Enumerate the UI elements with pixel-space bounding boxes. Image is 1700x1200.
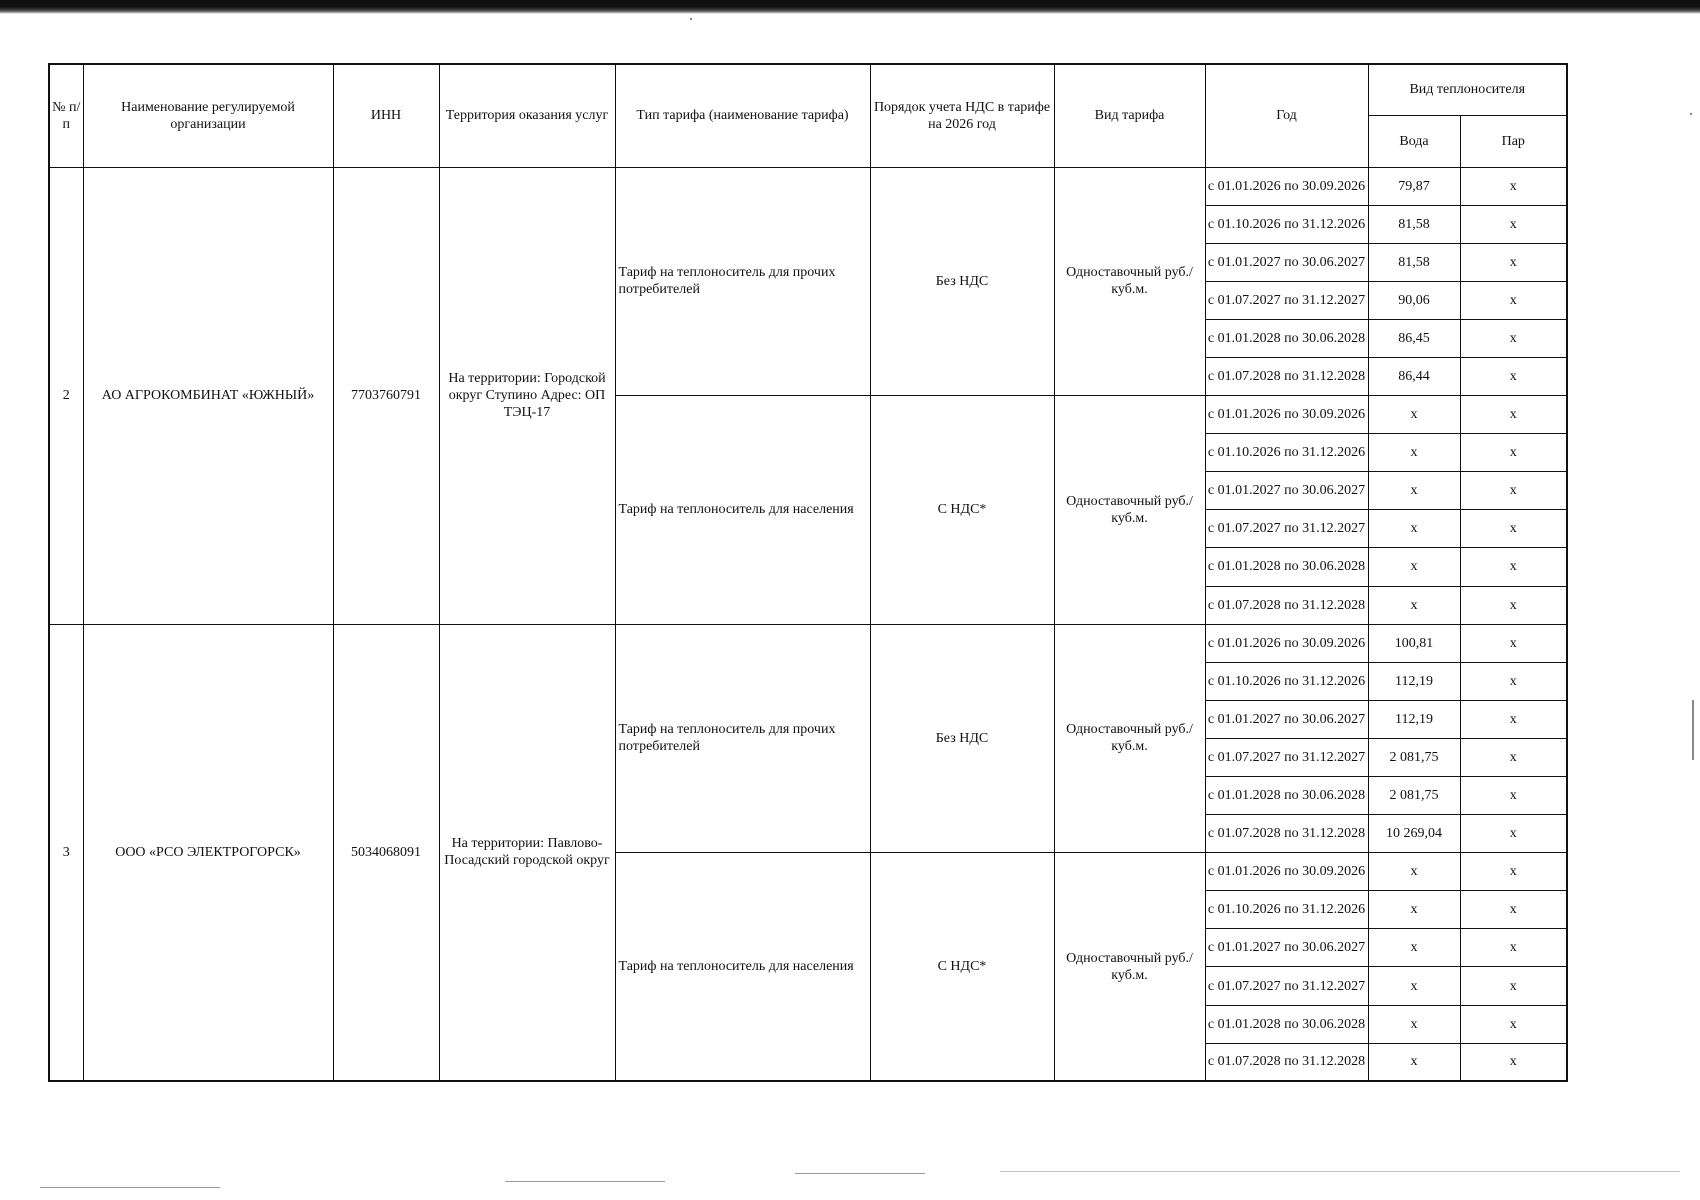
water-value: 2 081,75 [1368,738,1460,776]
period-cell: с 01.01.2028 по 30.06.2028 [1205,777,1368,815]
tariff-table [48,63,1568,1082]
steam-value: x [1460,205,1567,243]
steam-value: x [1460,815,1567,853]
period-cell: с 01.01.2026 по 30.09.2026 [1205,396,1368,434]
period-cell: с 01.01.2028 по 30.06.2028 [1205,319,1368,357]
steam-value: x [1460,472,1567,510]
period-cell: с 01.10.2026 по 31.12.2026 [1205,205,1368,243]
scan-dash-line [795,1173,925,1174]
scan-dash-line [505,1181,665,1182]
steam-value: x [1460,586,1567,624]
tariff-kind: Одноставочный руб./куб.м. [1054,167,1205,396]
period-cell: с 01.07.2028 по 31.12.2028 [1205,1043,1368,1081]
water-value: x [1368,472,1460,510]
period-cell: с 01.01.2027 по 30.06.2027 [1205,472,1368,510]
header-territory: Территория оказания услуг [439,64,615,167]
steam-value: x [1460,319,1567,357]
steam-value: x [1460,1043,1567,1081]
period-cell: с 01.01.2027 по 30.06.2027 [1205,700,1368,738]
org-name: ООО «РСО ЭЛЕКТРОГОРСК» [83,624,333,1081]
header-num: № п/п [49,64,83,167]
tariff-name: Тариф на теплоноситель для прочих потребителей [615,624,870,853]
row-number: 3 [49,624,83,1081]
period-cell: с 01.10.2026 по 31.12.2026 [1205,891,1368,929]
period-cell: с 01.10.2026 по 31.12.2026 [1205,434,1368,472]
steam-value: x [1460,167,1567,205]
table-header [49,64,1567,167]
steam-value: x [1460,700,1567,738]
water-value: x [1368,434,1460,472]
scan-speck [1692,700,1694,760]
scan-dash-line [1000,1171,1680,1172]
period-cell: с 01.07.2028 по 31.12.2028 [1205,586,1368,624]
vat-order: С НДС* [870,396,1054,625]
water-value: 79,87 [1368,167,1460,205]
steam-value: x [1460,777,1567,815]
tariff-kind: Одноставочный руб./куб.м. [1054,624,1205,853]
steam-value: x [1460,396,1567,434]
steam-value: x [1460,891,1567,929]
header-tariff-type: Тип тарифа (наименование тарифа) [615,64,870,167]
vat-order: Без НДС [870,167,1054,396]
water-value: x [1368,929,1460,967]
vat-order: Без НДС [870,624,1054,853]
water-value: x [1368,510,1460,548]
row-number: 2 [49,167,83,624]
period-cell: с 01.07.2027 по 31.12.2027 [1205,967,1368,1005]
steam-value: x [1460,510,1567,548]
water-value: 112,19 [1368,700,1460,738]
header-tariff-kind: Вид тарифа [1054,64,1205,167]
water-value: x [1368,1043,1460,1081]
period-cell: с 01.01.2026 по 30.09.2026 [1205,167,1368,205]
org-territory: На территории: Павлово-Посадский городской округ [439,624,615,1081]
org-inn: 7703760791 [333,167,439,624]
steam-value: x [1460,1005,1567,1043]
tariff-name: Тариф на теплоноситель для прочих потребителей [615,167,870,396]
scan-speck [1690,113,1692,115]
period-cell: с 01.01.2026 по 30.09.2026 [1205,624,1368,662]
period-cell: с 01.07.2027 по 31.12.2027 [1205,281,1368,319]
org-territory: На территории: Городской округ Ступино Адрес: ОП ТЭЦ-17 [439,167,615,624]
steam-value: x [1460,738,1567,776]
header-water: Вода [1368,115,1460,167]
table-body [49,167,1567,1081]
org-name: АО АГРОКОМБИНАТ «ЮЖНЫЙ» [83,167,333,624]
water-value: x [1368,853,1460,891]
tariff-name: Тариф на теплоноситель для населения [615,853,870,1082]
header-vat-order: Порядок учета НДС в тарифе на 2026 год [870,64,1054,167]
period-cell: с 01.07.2028 по 31.12.2028 [1205,357,1368,395]
tariff-kind: Одноставочный руб./куб.м. [1054,396,1205,625]
header-carrier: Вид теплоносителя [1368,64,1567,115]
tariff-kind: Одноставочный руб./куб.м. [1054,853,1205,1082]
period-cell: с 01.01.2026 по 30.09.2026 [1205,853,1368,891]
steam-value: x [1460,243,1567,281]
scan-speck [690,18,692,20]
water-value: 112,19 [1368,662,1460,700]
water-value: 81,58 [1368,243,1460,281]
header-year: Год [1205,64,1368,167]
water-value: x [1368,396,1460,434]
water-value: x [1368,548,1460,586]
water-value: x [1368,1005,1460,1043]
steam-value: x [1460,357,1567,395]
scan-top-edge [0,0,1700,14]
steam-value: x [1460,548,1567,586]
water-value: 100,81 [1368,624,1460,662]
water-value: 86,45 [1368,319,1460,357]
water-value: x [1368,891,1460,929]
org-inn: 5034068091 [333,624,439,1081]
header-org-name: Наименование регулируемой организации [83,64,333,167]
steam-value: x [1460,967,1567,1005]
scan-dash-line [40,1187,220,1188]
water-value: x [1368,586,1460,624]
table-row [49,167,1567,205]
period-cell: с 01.01.2027 по 30.06.2027 [1205,243,1368,281]
steam-value: x [1460,434,1567,472]
steam-value: x [1460,929,1567,967]
steam-value: x [1460,624,1567,662]
period-cell: с 01.10.2026 по 31.12.2026 [1205,662,1368,700]
water-value: 86,44 [1368,357,1460,395]
header-steam: Пар [1460,115,1567,167]
water-value: x [1368,967,1460,1005]
steam-value: x [1460,662,1567,700]
table-row [49,624,1567,662]
water-value: 2 081,75 [1368,777,1460,815]
steam-value: x [1460,853,1567,891]
water-value: 10 269,04 [1368,815,1460,853]
period-cell: с 01.01.2028 по 30.06.2028 [1205,548,1368,586]
water-value: 81,58 [1368,205,1460,243]
steam-value: x [1460,281,1567,319]
period-cell: с 01.01.2027 по 30.06.2027 [1205,929,1368,967]
period-cell: с 01.07.2027 по 31.12.2027 [1205,510,1368,548]
vat-order: С НДС* [870,853,1054,1082]
period-cell: с 01.07.2028 по 31.12.2028 [1205,815,1368,853]
header-inn: ИНН [333,64,439,167]
water-value: 90,06 [1368,281,1460,319]
tariff-name: Тариф на теплоноситель для населения [615,396,870,625]
period-cell: с 01.07.2027 по 31.12.2027 [1205,738,1368,776]
period-cell: с 01.01.2028 по 30.06.2028 [1205,1005,1368,1043]
